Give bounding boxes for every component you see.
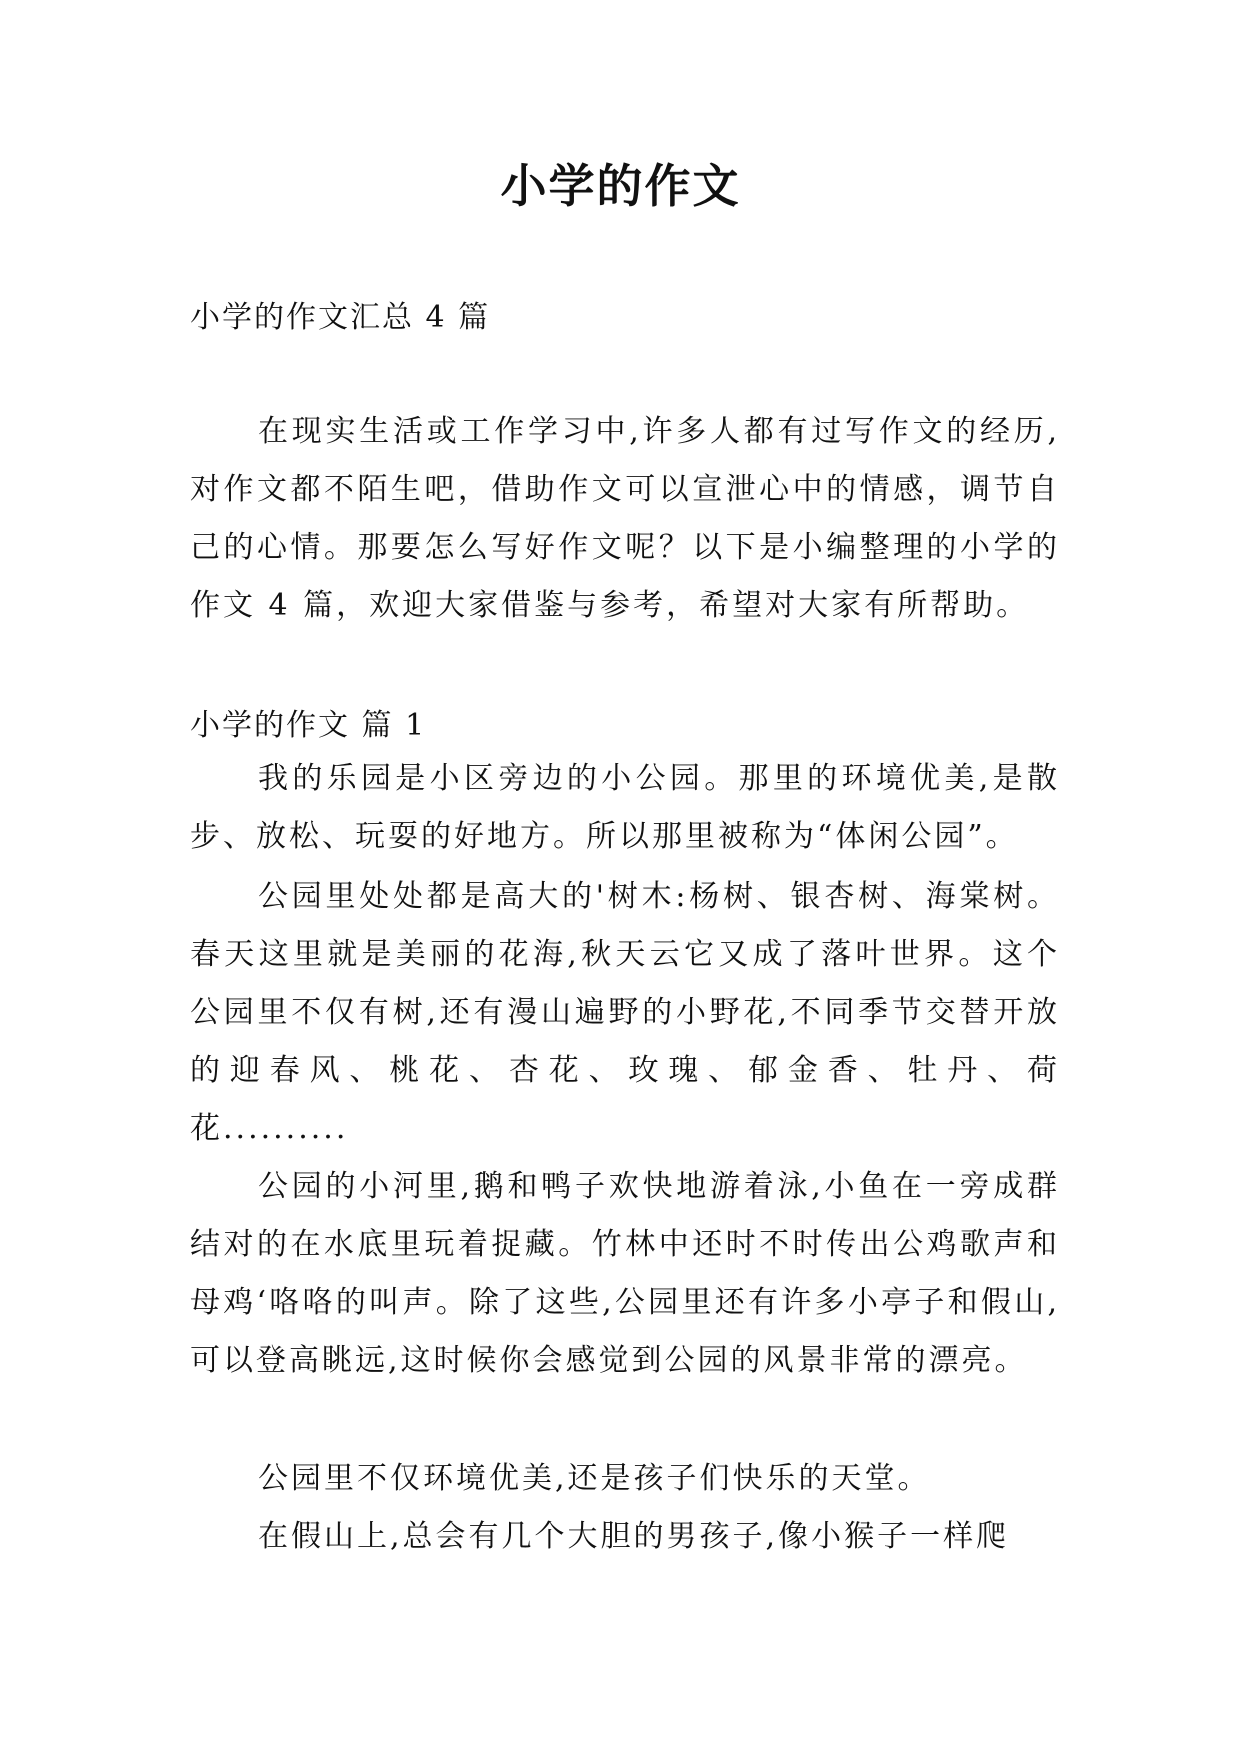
body-paragraph-4: 公园里不仅环境优美,还是孩子们快乐的天堂。 [258, 1461, 931, 1496]
document-title: 小学的作文 [500, 159, 741, 213]
section-heading: 小学的作文 篇 1 [190, 708, 427, 743]
body-paragraph-1: 我的乐园是小区旁边的小公园。那里的环境优美,是散步、放松、玩耍的好地方。所以那里被称为“体闲公园”。 [190, 761, 1060, 854]
document-subtitle: 小学的作文汇总 4 篇 [190, 300, 491, 335]
body-paragraph-5: 在假山上,总会有几个大胆的男孩子,像小猴子一样爬 [258, 1519, 1010, 1554]
body-paragraph-2: 公园里处处都是高大的'树木:杨树、银杏树、海棠树。春天这里就是美丽的花海,秋天云它又成了落叶世界。这个公园里不仅有树,还有漫山遍野的小野花,不同季节交替开放的迎春风、桃花、杏花、玫瑰、郁金香、牡丹、荷花.......... [190, 879, 1060, 1146]
intro-paragraph: 在现实生活或工作学习中,许多人都有过写作文的经历,对作文都不陌生吧，借助作文可以宣泄心中的情感，调节自己的心情。那要怎么写好作文呢？以下是小编整理的小学的作文 4 篇，欢迎大家借鉴与参考，希望对大家有所帮助。 [190, 414, 1060, 623]
body-paragraph-3: 公园的小河里,鹅和鸭子欢快地游着泳,小鱼在一旁成群结对的在水底里玩着捉藏。竹林中还时不时传出公鸡歌声和母鸡‘咯咯的叫声。除了这些,公园里还有许多小亭子和假山,可以登高眺远,这时候你会感觉到公园的风景非常的漂亮。 [190, 1169, 1060, 1378]
